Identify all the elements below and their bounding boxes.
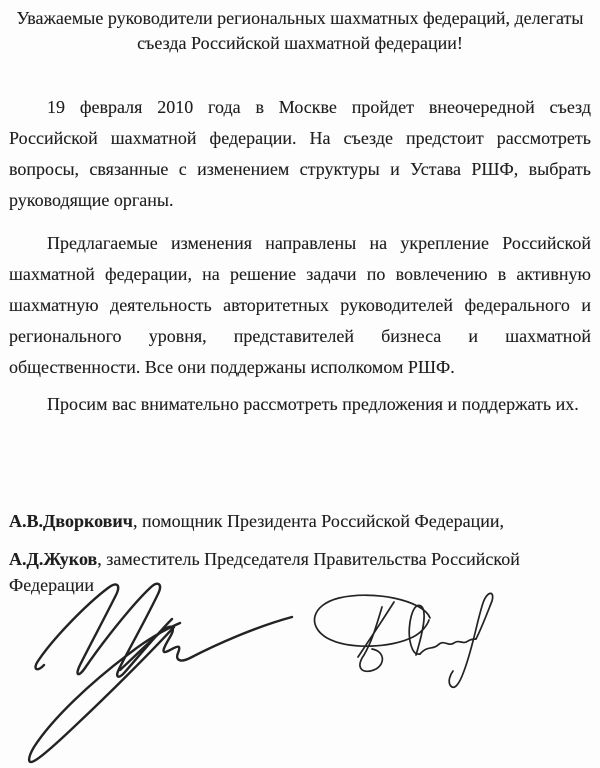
zhukov-signature: [295, 588, 505, 703]
signatory-role: , помощник Президента Российской Федерации,: [132, 511, 505, 531]
paragraph-line: вопросы, связанные с изменением структуры и Устава РШФ, выбрать: [9, 159, 591, 179]
paragraph-line: руководящие органы.: [9, 190, 174, 210]
signature-stroke: [358, 602, 394, 657]
signature-stroke: [36, 584, 172, 677]
paragraph-request: [9, 389, 591, 420]
signatory-name: А.Д.Жуков: [9, 549, 98, 569]
paragraph-proposed-changes: [9, 228, 591, 383]
paragraph-line: Российской шахматной федерации. На съезде предстоит рассмотреть: [9, 128, 591, 148]
signature-stroke: [420, 639, 476, 654]
signatory-name: А.В.Дворкович: [9, 511, 133, 531]
signatory-role-line: Федерации: [9, 575, 95, 595]
signature-stroke: [360, 607, 382, 671]
dvorkovich-signature: [18, 578, 308, 768]
signature-stroke: [120, 617, 292, 670]
paragraph-line: регионального уровня, представителей бизнеса и шахматной: [9, 326, 591, 346]
signatory-role-line: [9, 546, 591, 572]
signature-stroke: [409, 605, 424, 655]
paragraph-line: общественности. Все они поддержаны исполкомом РШФ.: [9, 357, 455, 377]
heading-line-1: Уважаемые руководители региональных шахматных федераций, делегаты: [16, 8, 584, 28]
paragraph-line: Предлагаемые изменения направлены на укрепление Российской: [47, 233, 591, 253]
heading-line-2: съезда Российской шахматной федерации!: [137, 33, 463, 53]
letter-heading: [9, 6, 591, 56]
paragraph-line: Просим вас внимательно рассмотреть предложения и поддержать их.: [47, 394, 579, 414]
signatory-role: , заместитель Председателя Правительства Российской: [97, 549, 520, 569]
paragraph-congress-announcement: [9, 92, 591, 216]
paragraph-line: шахматную деятельность авторитетных руководителей федерального и: [9, 295, 591, 315]
paragraph-line: шахматной федерации, на решение задачи по вовлечению в активную: [9, 264, 591, 284]
signatory-dvorkovich: [9, 506, 591, 537]
paragraph-line: 19 февраля 2010 года в Москве пройдет внеочередной съезд: [47, 97, 591, 117]
